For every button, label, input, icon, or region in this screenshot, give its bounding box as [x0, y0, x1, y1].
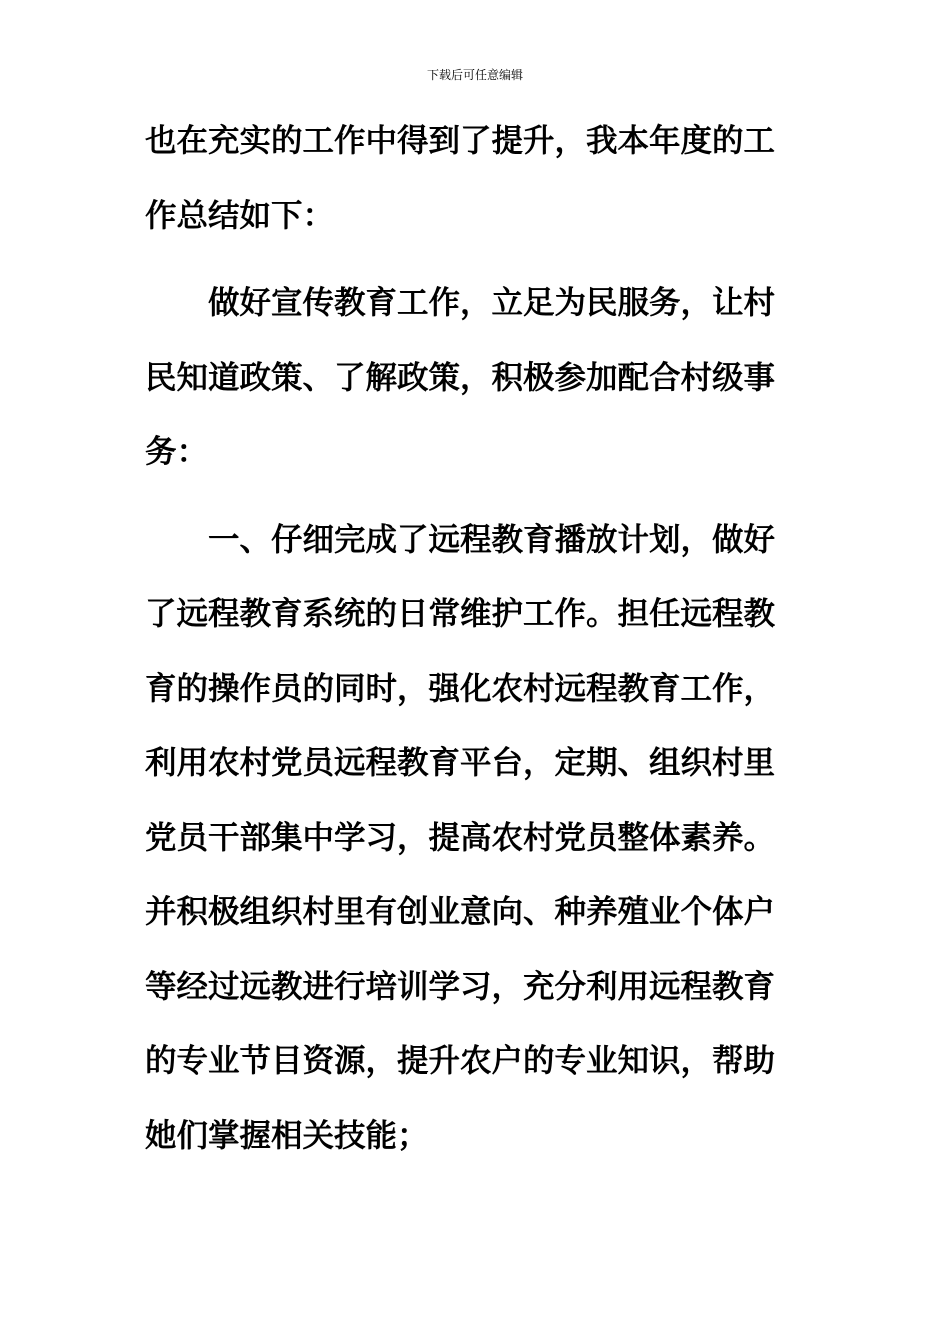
text-line: 利用农村党员远程教育平台，定期、组织村里	[145, 744, 776, 781]
paragraph	[145, 521, 785, 1154]
text-line: 她们掌握相关技能；	[145, 1116, 429, 1154]
text-line: 作总结如下：	[145, 196, 335, 234]
text-line: 务：	[145, 433, 209, 470]
text-line: 的专业节目资源，提升农户的专业知识，帮助	[145, 1042, 776, 1079]
text-line: 并积极组织村里有创业意向、种养殖业个体户	[145, 893, 776, 930]
text-line: 等经过远教进行培训学习，充分利用远程教育	[145, 967, 776, 1005]
text-line: 党员干部集中学习，提高农村党员整体素养。	[145, 818, 776, 856]
text-line: 民知道政策、了解政策，积极参加配合村级事	[145, 358, 776, 396]
text-line: 做好宣传教育工作，立足为民服务，让村	[208, 284, 776, 321]
paragraph	[145, 284, 785, 470]
text-line: 也在充实的工作中得到了提升，我本年度的工	[145, 122, 776, 159]
page-header: 下载后可任意编辑	[426, 68, 523, 82]
text-line: 一、仔细完成了远程教育播放计划，做好	[208, 520, 776, 558]
paragraph	[145, 122, 785, 234]
text-line: 育的操作员的同时，强化农村远程教育工作，	[145, 669, 776, 707]
document-body	[145, 122, 785, 1191]
text-line: 了远程教育系统的日常维护工作。担任远程教	[145, 595, 776, 632]
